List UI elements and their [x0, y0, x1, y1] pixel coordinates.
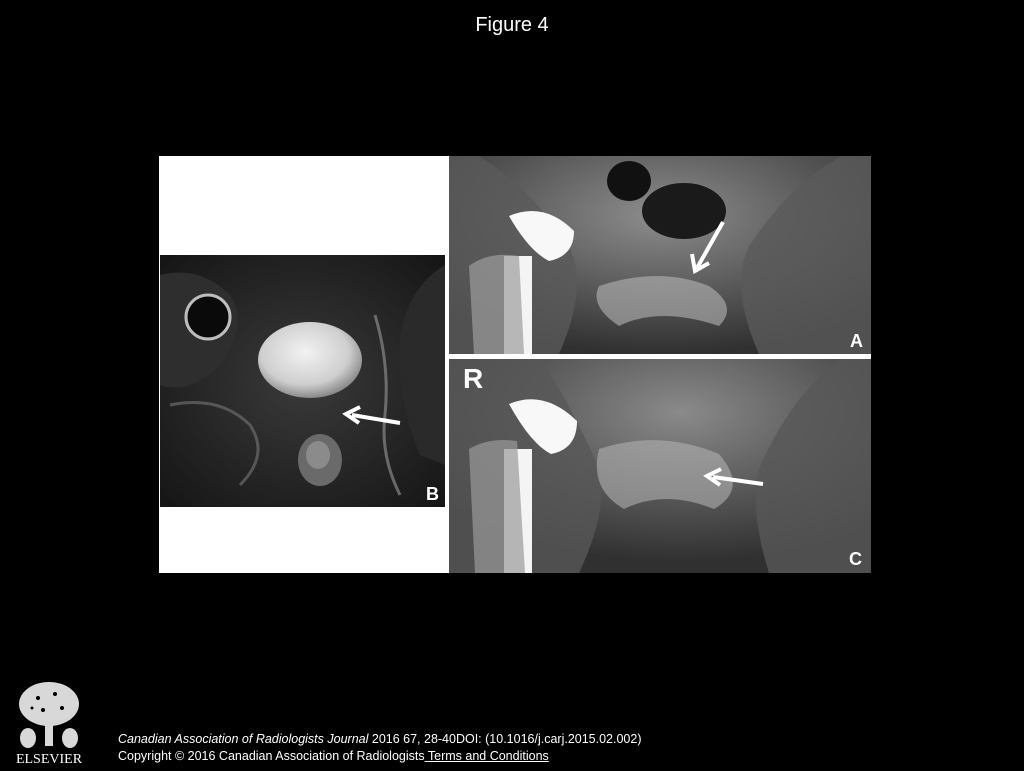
mri-image-panel-b — [160, 255, 445, 507]
copyright-text: Copyright © 2016 Canadian Association of Radiologists — [118, 749, 425, 763]
copyright-line — [118, 748, 642, 765]
citation-line — [118, 731, 642, 748]
panel-label-a: A — [850, 331, 863, 351]
radiograph-image-a — [449, 156, 871, 354]
citation-details: 2016 67, 28-40DOI: (10.1016/j.carj.2015.02.002) — [368, 732, 642, 746]
radiograph-panel-a — [449, 156, 871, 354]
figure-title: Figure 4 — [475, 14, 549, 36]
elsevier-logo — [10, 680, 88, 766]
radiograph-panel-c — [449, 359, 871, 573]
side-marker: R — [463, 363, 484, 394]
mri-image — [160, 255, 445, 507]
radiograph-image-c — [449, 359, 871, 573]
terms-link[interactable]: Terms and Conditions — [424, 749, 549, 763]
panel-label-b: B — [426, 484, 439, 504]
panel-label-c: C — [849, 549, 862, 569]
elsevier-wordmark: ELSEVIER — [15, 752, 83, 766]
citation-footer — [118, 731, 642, 765]
figure-composite — [159, 156, 871, 573]
journal-name: Canadian Association of Radiologists Journal — [118, 732, 369, 746]
